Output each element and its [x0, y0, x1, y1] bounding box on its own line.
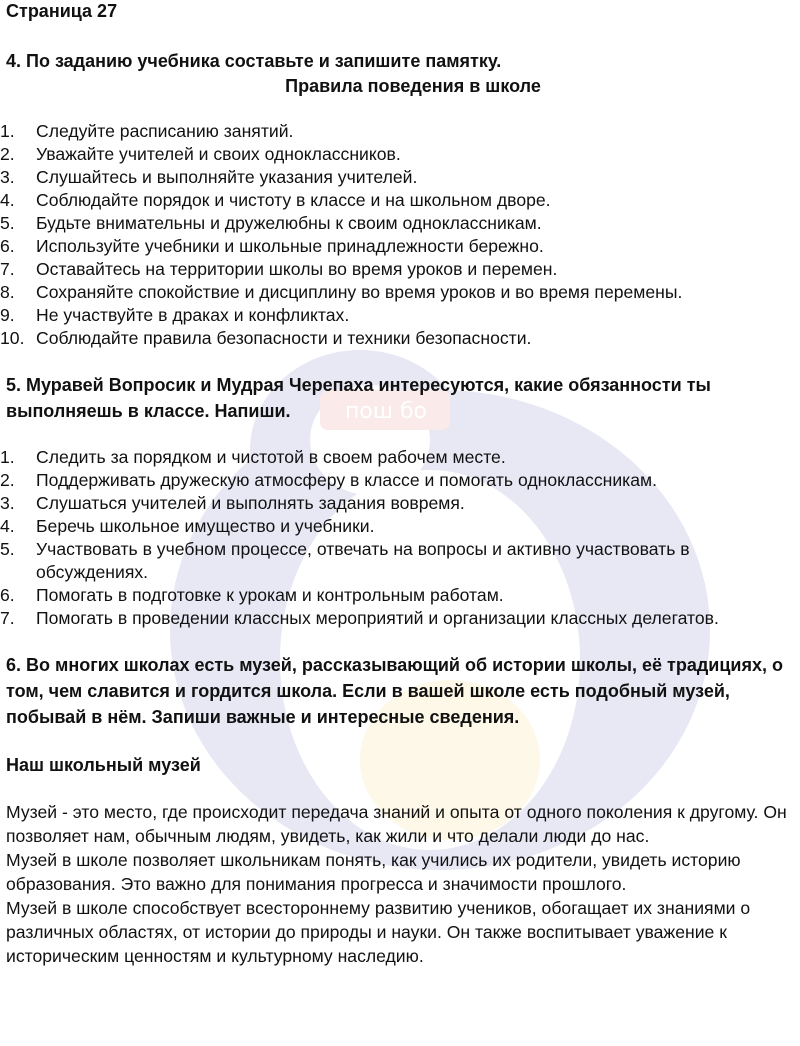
list-item-number: 9.: [0, 305, 15, 325]
list-item-number: 7.: [0, 608, 15, 628]
list-item: [0, 538, 800, 584]
list-item-text: Участвовать в учебном процессе, отвечать на вопросы и активно участвовать в обсуждениях.: [36, 539, 690, 582]
list-item-text: Не участвуйте в драках и конфликтах.: [36, 305, 350, 325]
museum-paragraph: Музей - это место, где происходит передача знаний и опыта от одного поколения к другому. Он позволяет нам, обычным людям, увидеть, как жили и что делали люди до нас.: [6, 802, 787, 846]
museum-paragraph: Музей в школе способствует всестороннему развитию учеников, обогащает их знаниями о различных областях, от истории до природы и науки. Он также воспитывает уважение к историческим ценностям и культурному наследию.: [6, 898, 751, 966]
list-item: [0, 469, 800, 492]
list-item-text: Слушайтесь и выполняйте указания учителей.: [36, 167, 418, 187]
list-item: [0, 304, 800, 327]
task4-subtitle: Правила поведения в школе: [285, 76, 541, 96]
list-item-number: 7.: [0, 259, 15, 279]
list-item-number: 10.: [0, 328, 25, 348]
list-item-text: Будьте внимательны и дружелюбны к своим одноклассникам.: [36, 213, 542, 233]
watermark-text: пош бо: [345, 399, 427, 424]
list-item-number: 4.: [0, 190, 15, 210]
list-item-text: Слушаться учителей и выполнять задания вовремя.: [36, 493, 465, 513]
list-item: [0, 446, 800, 469]
list-item-number: 6.: [0, 236, 15, 256]
museum-title: Наш школьный музей: [6, 755, 201, 775]
list-item-number: 6.: [0, 585, 15, 605]
list-item-number: 3.: [0, 167, 15, 187]
list-item-text: Соблюдайте правила безопасности и техники безопасности.: [36, 328, 532, 348]
list-item: [0, 120, 800, 143]
list-item-text: Помогать в проведении классных мероприятий и организации классных делегатов.: [36, 608, 719, 628]
list-item: [0, 143, 800, 166]
list-item-text: Используйте учебники и школьные принадлежности бережно.: [36, 236, 544, 256]
list-item-text: Следить за порядком и чистотой в своем рабочем месте.: [36, 447, 506, 467]
rules-list: [0, 120, 800, 350]
list-item: [0, 327, 800, 350]
list-item-number: 1.: [0, 121, 15, 141]
list-item: [0, 212, 800, 235]
list-item-text: Поддерживать дружескую атмосферу в классе и помогать одноклассникам.: [36, 470, 658, 490]
duties-list: [0, 446, 800, 630]
list-item-number: 1.: [0, 447, 15, 467]
list-item-number: 2.: [0, 470, 15, 490]
list-item: [0, 189, 800, 212]
list-item-text: Следуйте расписанию занятий.: [36, 121, 294, 141]
list-item: [0, 258, 800, 281]
list-item: [0, 515, 800, 538]
list-item-text: Помогать в подготовке к урокам и контрольным работам.: [36, 585, 504, 605]
list-item-number: 5.: [0, 539, 15, 559]
list-item-number: 5.: [0, 213, 15, 233]
list-item-number: 4.: [0, 516, 15, 536]
list-item-number: 2.: [0, 144, 15, 164]
list-item: [0, 584, 800, 607]
list-item: [0, 166, 800, 189]
list-item-text: Соблюдайте порядок и чистоту в классе и на школьном дворе.: [36, 190, 551, 210]
list-item-number: 3.: [0, 493, 15, 513]
page-title: Страница 27: [6, 1, 118, 21]
museum-paragraph: Музей в школе позволяет школьникам понять, как учились их родители, увидеть историю образования. Это важно для понимания прогресса и значимости прошлого.: [6, 850, 741, 894]
task4-heading: 4. По заданию учебника составьте и запишите памятку.: [6, 51, 502, 71]
list-item: [0, 607, 800, 630]
list-item: [0, 492, 800, 515]
task6-heading: 6. Во многих школах есть музей, рассказывающий об истории школы, её традициях, о том, чем славится и гордится школа. Если в вашей школе есть подобный музей, побывай в нём. Запиши важные и интересные сведения.: [6, 655, 783, 727]
list-item: [0, 281, 800, 304]
list-item: [0, 235, 800, 258]
list-item-number: 8.: [0, 282, 15, 302]
list-item-text: Оставайтесь на территории школы во время уроков и перемен.: [36, 259, 558, 279]
list-item-text: Сохраняйте спокойствие и дисциплину во время уроков и во время перемены.: [36, 282, 683, 302]
list-item-text: Беречь школьное имущество и учебники.: [36, 516, 375, 536]
task5-heading: 5. Муравей Вопросик и Мудрая Черепаха интересуются, какие обязанности ты выполняешь в классе. Напиши.: [6, 375, 711, 421]
list-item-text: Уважайте учителей и своих одноклассников.: [36, 144, 401, 164]
